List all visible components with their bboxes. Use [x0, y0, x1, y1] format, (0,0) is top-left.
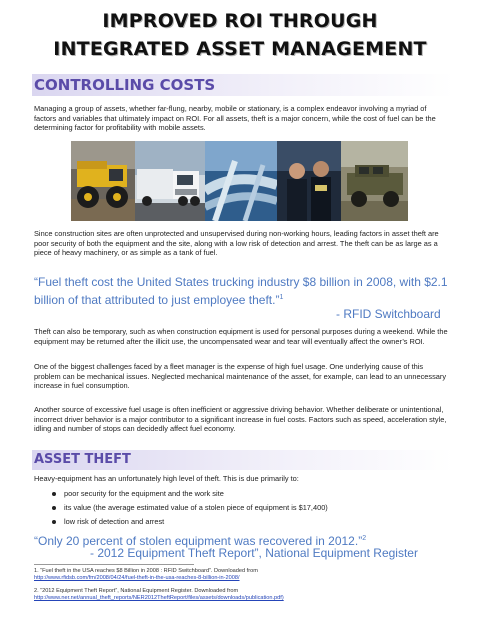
fuel-theft-quote-text: “Fuel theft cost the United States trucking industry $8 billion in 2008, with $2.1 billion of that attributed to just employee theft.”	[34, 275, 448, 307]
semi-truck-photo	[135, 141, 205, 221]
footnote-1-link[interactable]: http://www.rfidsb.com/fm/2008/04/24/fuel-theft-in-the-usa-reaches-8-billion-in-2008/	[34, 575, 240, 581]
fuel-theft-quote	[34, 275, 454, 308]
haul-truck-photo	[71, 141, 135, 221]
fuel-theft-quote-ref: 1	[279, 294, 284, 301]
footnote-1	[34, 568, 454, 582]
theft-causes-list	[48, 487, 448, 529]
list-item: its value (the average estimated value of a stolen piece of equipment is $17,400)	[48, 501, 448, 515]
intro-paragraph: Managing a group of assets, whether far-flung, nearby, mobile or stationary, is a complex endeavor involving a myriad of factors and variables that ultimately impact on ROI. For all assets, theft is a major concern, while the cost of fuel can be the determining factor for profitability with mobile assets.	[34, 104, 436, 133]
driver-behavior-paragraph: Another source of excessive fuel usage is often inefficient or aggressive driving behavior. Whether deliberate or unintentional, incorrect driver behavior is a major contributor to a significant increase in fuel costs. Factors such as speed, acceleration style, idling and number of stops can decidedly affect fuel economy.	[34, 405, 447, 434]
page-title-line-1: IMPROVED ROI THROUGH	[102, 10, 378, 32]
fuel-pipes-photo	[205, 141, 277, 221]
section-heading-asset-theft: ASSET THEFT	[32, 450, 454, 470]
recovery-quote-ref: 2	[362, 535, 367, 542]
fuel-usage-paragraph: One of the biggest challenges faced by a fleet manager is the expense of high fuel usage. One underlying cause of this problem can be mechanical issues. Neglected mechanical maintenance of the asset, for example, can lead to an unnecessary increase in fuel consumption.	[34, 362, 447, 391]
asset-theft-intro: Heavy-equipment has an unfortunately high level of theft. This is due primarily to:	[34, 474, 299, 483]
list-item: poor security for the equipment and the work site	[48, 487, 448, 501]
list-item: low risk of detection and arrest	[48, 515, 448, 529]
military-vehicle-photo	[341, 141, 408, 221]
footnote-2-text: 2. “2012 Equipment Theft Report”, National Equipment Register. Downloaded from	[34, 588, 239, 594]
page-title-line-2: INTEGRATED ASSET MANAGEMENT	[53, 38, 427, 60]
section-heading-controlling-costs: CONTROLLING COSTS	[32, 74, 454, 96]
temporary-theft-paragraph: Theft can also be temporary, such as when construction equipment is used for personal purposes during a weekend. While the equipment may be returned after the illicit use, the uncompensated wear and tear will eventually affect the owner’s ROI.	[34, 327, 448, 346]
fuel-theft-quote-attribution: - RFID Switchboard	[336, 307, 441, 321]
construction-paragraph: Since construction sites are often unprotected and unsupervised during non-working hours, leading factors in asset theft are poor security of both the equipment and the site, along with a low risk of detection and arrest. The theft can be as large as a piece of heavy machinery, or as simple as a tank of fuel.	[34, 229, 439, 258]
footnote-1-text: 1. “Fuel theft in the USA reaches $8 Billion in 2008 : RFID Switchboard”. Downloaded from	[34, 568, 258, 574]
footnote-2	[34, 588, 454, 602]
recovery-quote-text: “Only 20 percent of stolen equipment was recovered in 2012.”	[34, 534, 363, 548]
photo-strip	[71, 141, 408, 221]
officers-photo	[277, 141, 341, 221]
recovery-quote-attribution: - 2012 Equipment Theft Report”, National Equipment Register	[90, 546, 418, 560]
footnote-divider	[34, 564, 194, 565]
footnote-2-link[interactable]: http://www.ner.net/annual_theft_reports/NER2012TheftReport/files/assets/downloads/publication.pdf)	[34, 595, 284, 601]
